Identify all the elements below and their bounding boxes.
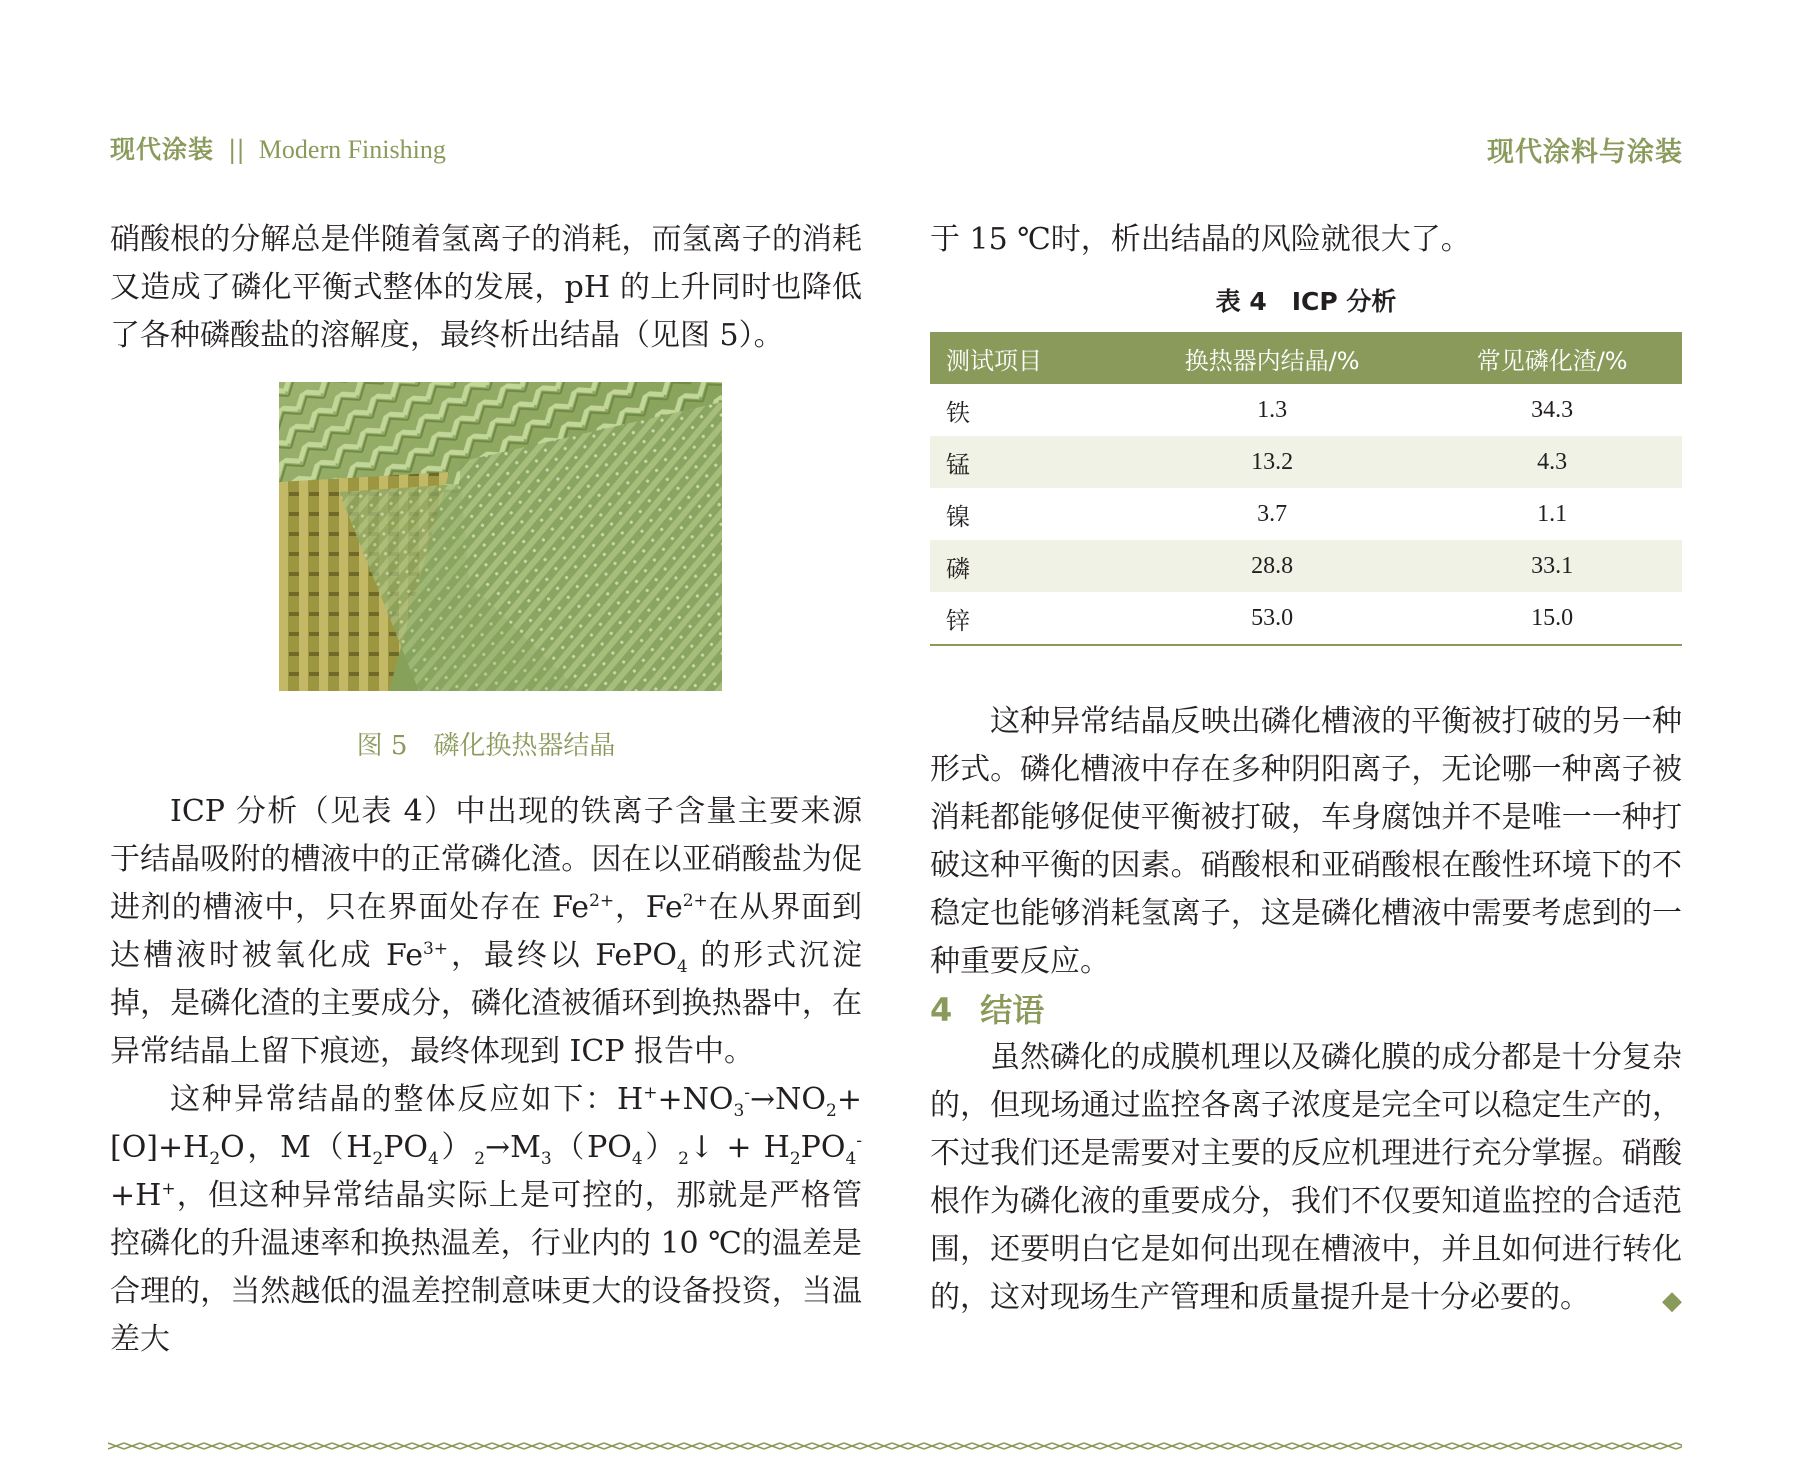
- paragraph: 于 15 ℃时，析出结晶的风险就很大了。: [930, 222, 1471, 257]
- section-title: 结语: [980, 991, 1045, 1029]
- table-row: [930, 436, 1682, 488]
- section-number: 4: [930, 991, 953, 1029]
- table-cell: 53.0: [1122, 592, 1422, 645]
- table-row: [930, 488, 1682, 540]
- running-header-right: 现代涂料与涂装: [1487, 137, 1683, 168]
- footer-decorative-border: [108, 1441, 1682, 1451]
- table-cell: 13.2: [1251, 448, 1294, 475]
- running-header-left: [110, 130, 446, 166]
- paragraph-reaction: 这种异常结晶的整体反应如下：$H^++NO_3^-\to NO_2+[O]+H_2O$，$M(H_2PO_4)_2\to M_3(PO_4)_2↓ + H_2PO_4^-+H^+$，但这种异常结晶实际上是可控的，那就是严格管控磷化的升温速率和换热温差，行业内的 10 ℃的温差是合理的，当然越低的温差控制意味更大的设备投资，当温差大: [110, 1082, 863, 1357]
- header-separator: ||: [227, 135, 245, 164]
- journal-brand-en: Modern Finishing: [258, 135, 446, 164]
- icp-table: [930, 332, 1682, 646]
- table-header-cell: 测试项目: [946, 346, 1042, 375]
- table-cell: 镍: [946, 502, 970, 531]
- table-cell: 4.3: [1537, 448, 1568, 475]
- journal-brand: 现代涂装: [110, 135, 215, 164]
- table-header-row: [930, 332, 1682, 384]
- table-cell: 3.7: [1257, 500, 1288, 527]
- table-cell: 磷: [946, 554, 970, 583]
- section-heading: [930, 986, 1682, 1034]
- paragraph: 硝酸根的分解总是伴随着氢离子的消耗，而氢离子的消耗又造成了磷化平衡式整体的发展，pH 的上升同时也降低了各种磷酸盐的溶解度，最终析出结晶（见图 5）。: [110, 222, 862, 353]
- table-cell: 锰: [946, 450, 970, 479]
- table-cell: 33.1: [1531, 552, 1574, 579]
- table-row: [930, 592, 1682, 645]
- paragraph: 这种异常结晶反映出磷化槽液的平衡被打破的另一种形式。磷化槽液中存在多种阴阳离子，无论哪一种离子被消耗都能够促使平衡被打破，车身腐蚀并不是唯一一种打破这种平衡的因素。硝酸根和亚硝酸根在酸性环境下的不稳定也能够消耗氢离子，这是磷化槽液中需要考虑到的一种重要反应。: [930, 704, 1682, 979]
- table-cell: 34.3: [1531, 396, 1574, 423]
- table-header-cell: 换热器内结晶/%: [1184, 346, 1360, 375]
- table-cell: 15.0: [1422, 592, 1682, 645]
- table-title: 表 4 ICP 分析: [1215, 287, 1397, 316]
- left-column: [110, 216, 862, 1364]
- table-header-cell: 常见磷化渣/%: [1476, 346, 1628, 375]
- table-row: [930, 540, 1682, 592]
- table-cell: 1.1: [1537, 500, 1568, 527]
- figure-caption: 图 5 磷化换热器结晶: [356, 731, 616, 761]
- table-cell: 1.3: [1257, 396, 1288, 423]
- table-cell: 28.8: [1251, 552, 1294, 579]
- table-row: [930, 384, 1682, 436]
- table-cell: 铁: [946, 398, 970, 427]
- table-cell: 锌: [930, 592, 1122, 645]
- right-column: [930, 216, 1682, 1322]
- figure-5-photo: [279, 382, 722, 691]
- paragraph: 虽然磷化的成膜机理以及磷化膜的成分都是十分复杂的，但现场通过监控各离子浓度是完全可以稳定生产的，不过我们还是需要对主要的反应机理进行充分掌握。硝酸根作为磷化液的重要成分，我们不仅要知道监控的合适范围，还要明白它是如何出现在槽液中，并且如何进行转化的，这对现场生产管理和质量提升是十分必要的。: [930, 1040, 1682, 1315]
- paragraph-icp-analysis: ICP 分析（见表 4）中出现的铁离子含量主要来源于结晶吸附的槽液中的正常磷化渣。因在以亚硝酸盐为促进剂的槽液中，只在界面处存在 $Fe^{2+}$，$Fe^{2+}$在从界面到达槽液时被氧化成 $Fe^{3+}$，最终以 FePO$_4$ 的形式沉淀掉，是磷化渣的主要成分，磷化渣被循环到换热器中，在异常结晶上留下痕迹，最终体现到 ICP 报告中。: [110, 794, 862, 1069]
- heat-exchanger-crystal-image: [279, 382, 722, 691]
- conclusion-block: [930, 1034, 1682, 1322]
- end-diamond-icon: ◆: [1662, 1286, 1682, 1316]
